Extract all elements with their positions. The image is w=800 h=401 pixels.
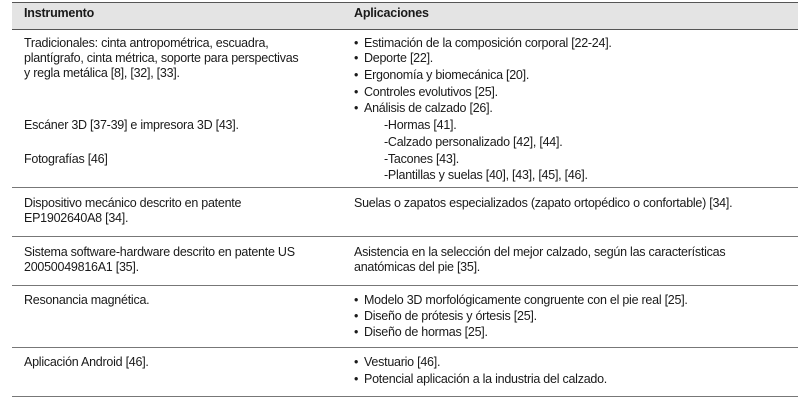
- row-divider: [12, 236, 798, 237]
- sub-list-item: -Hormas [41].: [384, 118, 457, 132]
- sub-list-item: -Tacones [43].: [384, 152, 460, 166]
- row1-instrument-line: plantígrafo, cinta métrica, soporte para perspectivas: [24, 51, 299, 65]
- bullet-icon: [354, 51, 364, 65]
- header-instrumento: Instrumento: [24, 6, 95, 20]
- row3-instrument-line: Sistema software-hardware descrito en patente US: [24, 245, 295, 259]
- row3-application-line: Asistencia en la selección del mejor calzado, según las características: [354, 245, 726, 259]
- list-item: • Ergonomía y biomecánica [20].: [354, 68, 529, 83]
- row1-instrument-scanner: Escáner 3D [37-39] e impresora 3D [43].: [24, 118, 239, 132]
- row-divider: [12, 285, 798, 286]
- sub-list-item: -Calzado personalizado [42], [44].: [384, 135, 563, 149]
- list-item: • Modelo 3D morfológicamente congruente con el pie real [25].: [354, 293, 688, 308]
- row3-application-line: anatómicas del pie [35].: [354, 260, 481, 274]
- row1-instrument-line: Tradicionales: cinta antropométrica, escuadra,: [24, 36, 269, 50]
- row2-instrument-line: EP1902640A8 [34].: [24, 211, 129, 225]
- bullet-icon: [354, 101, 364, 115]
- row2-application: Suelas o zapatos especializados (zapato ortopédico o confortable) [34].: [354, 196, 733, 210]
- row-divider: [12, 347, 798, 348]
- list-item: • Potencial aplicación a la industria del calzado.: [354, 372, 607, 387]
- table-bottom-border: [12, 396, 798, 397]
- list-item: • Estimación de la composición corporal [22-24].: [354, 36, 612, 51]
- bullet-icon: [354, 355, 364, 369]
- row1-instrument-photos: Fotografías [46]: [24, 152, 108, 166]
- bullet-icon: [354, 325, 364, 339]
- list-item: • Controles evolutivos [25].: [354, 85, 498, 100]
- row4-instrument: Resonancia magnética.: [24, 293, 150, 307]
- list-item: • Deporte [22].: [354, 51, 433, 66]
- bullet-icon: [354, 68, 364, 82]
- bullet-icon: [354, 36, 364, 50]
- row2-instrument-line: Dispositivo mecánico descrito en patente: [24, 196, 242, 210]
- bullet-icon: [354, 293, 364, 307]
- list-item: • Análisis de calzado [26].: [354, 101, 493, 116]
- row5-instrument: Aplicación Android [46].: [24, 355, 149, 369]
- bullet-icon: [354, 309, 364, 323]
- sub-list-item: -Plantillas y suelas [40], [43], [45], [46].: [384, 168, 588, 182]
- row3-instrument-line: 20050049816A1 [35].: [24, 260, 139, 274]
- list-item: • Diseño de hormas [25].: [354, 325, 488, 340]
- bullet-icon: [354, 85, 364, 99]
- row-divider: [12, 187, 798, 188]
- row1-instrument-line: y regla metálica [8], [32], [33].: [24, 66, 180, 80]
- bullet-icon: [354, 372, 364, 386]
- list-item: • Diseño de prótesis y órtesis [25].: [354, 309, 537, 324]
- list-item: • Vestuario [46].: [354, 355, 440, 370]
- header-aplicaciones: Aplicaciones: [354, 6, 429, 20]
